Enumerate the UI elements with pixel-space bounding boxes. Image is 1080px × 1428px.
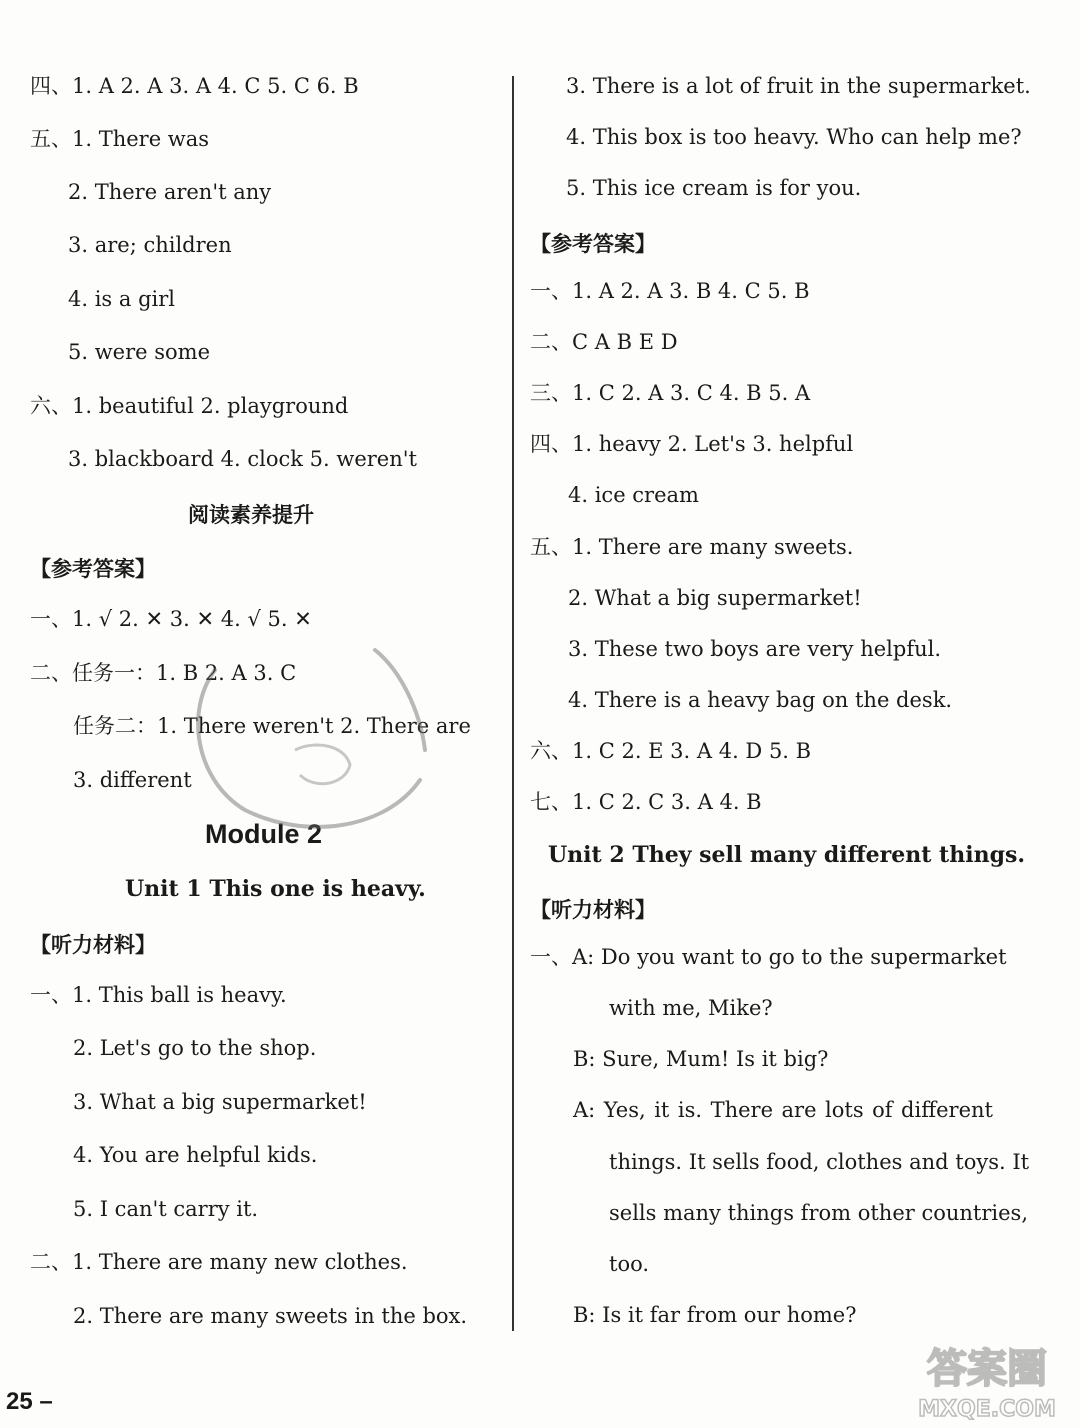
answer-line: 3. different bbox=[73, 768, 192, 792]
listening-line: 5. This ice cream is for you. bbox=[566, 176, 862, 200]
answer-line: 4. There is a heavy bag on the desk. bbox=[568, 688, 953, 712]
answer-line: 3. These two boys are very helpful. bbox=[568, 637, 942, 661]
listening-line: 二、1. There are many new clothes. bbox=[30, 1250, 408, 1274]
answer-line: 二、C A B E D bbox=[530, 330, 678, 354]
unit-title: Unit 2 They sell many different things. bbox=[548, 842, 1025, 868]
answer-line: 2. What a big supermarket! bbox=[568, 586, 862, 610]
answer-line: 5. were some bbox=[68, 340, 211, 364]
listening-line: 2. Let's go to the shop. bbox=[73, 1036, 317, 1060]
listening-line: 3. What a big supermarket! bbox=[73, 1090, 367, 1114]
dialogue-line: B: Is it far from our home? bbox=[573, 1303, 857, 1327]
dialogue-line: A: Yes, it is. There are lots of different bbox=[573, 1098, 993, 1122]
stamp-mark-icon bbox=[175, 630, 440, 845]
answer-line: 3. blackboard 4. clock 5. weren't bbox=[68, 447, 417, 471]
dialogue-line: sells many things from other countries, bbox=[609, 1201, 1029, 1225]
answer-line: 一、1. √ 2. ✕ 3. ✕ 4. √ 5. ✕ bbox=[30, 607, 312, 631]
unit-title: Unit 1 This one is heavy. bbox=[125, 876, 426, 902]
answer-line: 五、1. There was bbox=[30, 127, 210, 151]
answer-line: 4. ice cream bbox=[568, 483, 699, 507]
answer-line: 七、1. C 2. C 3. A 4. B bbox=[530, 790, 762, 814]
listening-line: 一、1. This ball is heavy. bbox=[30, 983, 287, 1007]
answer-heading: 【参考答案】 bbox=[530, 232, 656, 256]
listening-line: 4. This box is too heavy. Who can help me? bbox=[566, 125, 1022, 149]
answer-line: 三、1. C 2. A 3. C 4. B 5. A bbox=[530, 381, 811, 405]
listening-heading: 【听力材料】 bbox=[30, 933, 156, 957]
module-title: Module 2 bbox=[205, 819, 323, 849]
listening-line: 2. There are many sweets in the box. bbox=[73, 1304, 468, 1328]
answer-line: 六、1. C 2. E 3. A 4. D 5. B bbox=[530, 739, 812, 763]
answer-line: 任务二：1. There weren't 2. There are bbox=[73, 714, 471, 738]
answer-line: 六、1. beautiful 2. playground bbox=[30, 394, 349, 418]
answer-line: 一、1. A 2. A 3. B 4. C 5. B bbox=[530, 279, 810, 303]
answer-line: 四、1. A 2. A 3. A 4. C 5. C 6. B bbox=[30, 74, 359, 98]
site-logo-watermark bbox=[905, 1340, 1070, 1422]
section-title-reading: 阅读素养提升 bbox=[188, 503, 314, 527]
page-number: 25 – bbox=[6, 1388, 53, 1415]
dialogue-line: things. It sells food, clothes and toys. It bbox=[609, 1150, 1030, 1174]
dialogue-line: with me, Mike? bbox=[609, 996, 773, 1020]
answer-line: 四、1. heavy 2. Let's 3. helpful bbox=[530, 432, 854, 456]
dialogue-line: B: Sure, Mum! Is it big? bbox=[573, 1047, 829, 1071]
answer-line: 4. is a girl bbox=[68, 287, 175, 311]
answer-line: 五、1. There are many sweets. bbox=[530, 535, 854, 559]
listening-line: 5. I can't carry it. bbox=[73, 1197, 259, 1221]
listening-heading: 【听力材料】 bbox=[530, 898, 656, 922]
answer-line: 3. are; children bbox=[68, 233, 232, 257]
column-divider bbox=[512, 76, 514, 1331]
listening-line: 4. You are helpful kids. bbox=[73, 1143, 318, 1167]
dialogue-line: 一、A: Do you want to go to the supermarket bbox=[530, 945, 1007, 969]
dialogue-line: too. bbox=[609, 1252, 650, 1276]
answer-line: 2. There aren't any bbox=[68, 180, 272, 204]
svg-text:答案圈: 答案圈 bbox=[927, 1346, 1047, 1392]
svg-text:MXQE.COM: MXQE.COM bbox=[918, 1397, 1056, 1422]
listening-line: 3. There is a lot of fruit in the supermarket. bbox=[566, 74, 1031, 98]
answer-line: 二、任务一：1. B 2. A 3. C bbox=[30, 661, 297, 685]
answer-heading: 【参考答案】 bbox=[30, 557, 156, 581]
